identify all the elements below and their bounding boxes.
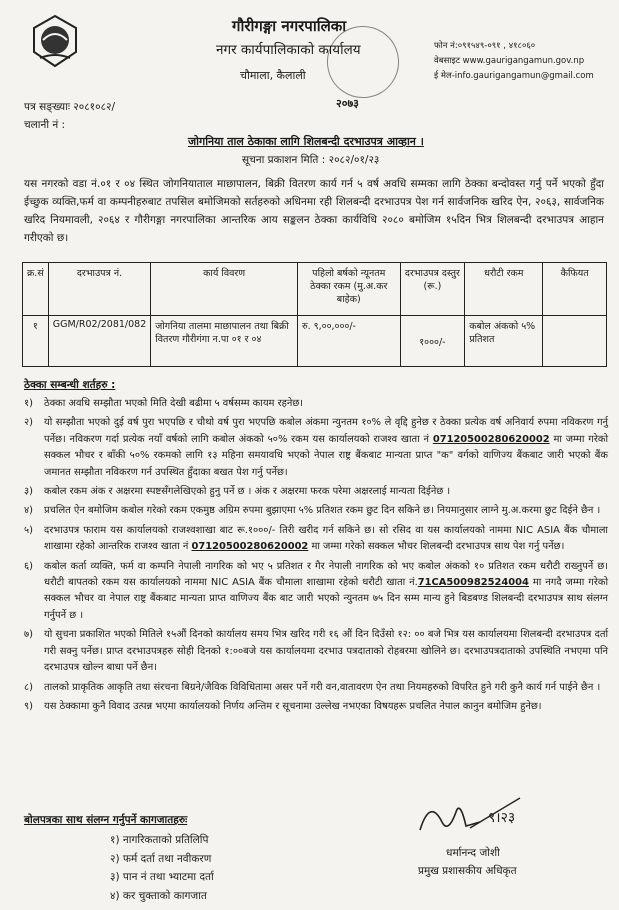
condition-number: १) <box>24 398 33 409</box>
condition-text <box>44 699 608 715</box>
intro-paragraph: यस नगरको वडा नं.०१ र ०४ स्थित जोगनियाताल माछापालन, बिक्री वितरण कार्य गर्न ५ वर्ष अवधि सम्मका लागि ठेक्का बन्दोवस्त गर्नु पर्ने भएको हुँदा ईच्छुक व्यक्ति,फर्म वा कम्पनीहरुबाट तपसिल बमोजिमको सर्तहरुको अधिनमा रही शिलबन्दी दरभाउपत्र पेश गर्न सार्वजनिक खरिद ऐन, २०६३, सार्वजनिक खरिद नियमावली, २०६४ र गौरीगङ्गा नगरपालिका आन्तरिक आय सङ्कलन ठेक्का कार्यविधि २०८० बमोजिम १५दिन भित्र शिलबन्दी दरभाउपत्र आहान गरीएको छ। <box>24 178 604 244</box>
condition-text-part: तालको प्राकृतिक आकृति तथा संरचना बिग्रने/जैविक विविधितामा असर पर्ने गरी वन,वातावरण ऐन तथा नियमहरुको विपरित हुने गरी कुनै कार्य गर्न पाईने छैन । <box>44 681 601 693</box>
cell-min-amount: रु. ९,००,०००/- <box>297 316 400 367</box>
col-header-min-amount: पहिलो बर्षको न्यूनतम ठेक्का रकम (मु.अ.कर बाहेक) <box>297 263 400 316</box>
condition-number: ८) <box>24 681 33 693</box>
signatory-name: धर्मानन्द जोशी <box>446 847 500 859</box>
notice-subject: जोगनिया ताल ठेकाका लागि शिलबन्दी दरभाउपत्र आव्हान । <box>188 135 424 148</box>
condition-text-part: यो सुचना प्रकाशित भएको मितिले १५औं दिनको कार्यालय समय भित्र खरिद गरी १६ औं दिन दिउँसो १२: ०० बजे भित्र यस कार्यालयमा शिलबन्दी दरभाउपत्र दर्ता गरी सक्नु पर्नेछ। प्राप्त दरभाउपत्रहरु सोही दिनको १:००बजे यस कार्यालयमा दरभाउ पत्रदाताको रोहबरमा खोलिने छ। दरभाउपत्रदाताको उपस्थिति नभएमा पनि दरभाउपत्र खोल्न बाधा पर्ने छैन। <box>44 629 608 674</box>
condition-text-part: प्रचलित ऐन बमोजिम कबोल गरेको रकम एकमुष्ठ अग्रिम रुपमा बुझाएमा ५% प्रतिशत रकम छुट दिन सकिने छ। नियमानुसार लाग्ने मु.अ.करमा छुट दिईने छैन । <box>44 505 601 517</box>
col-header-bid-no: दरभाउपत्र नं. <box>48 263 151 316</box>
condition-text-part: यो सम्झौता भएको दुई वर्ष पुरा भएपछि र चौथो वर्ष पुरा भएपछि कबोल अंकमा न्युनतम १०% ले वृद्दि हुनेछ र ठेक्का प्रत्येक वर्ष अनिवार्य रुपमा नविकरण गर्नु पर्नेछ। नविकरण गर्दा प्रत्येक नयाँ वर्षको लागि कबोल अंकको ५०% रकम यस कार्यालयको राजश्व खाता नं <box>44 417 608 445</box>
signatory-title: प्रमुख प्रशासकीय अधिकृत <box>418 865 517 877</box>
office-name: नगर कार्यपालिकाको कार्यालय <box>216 42 361 58</box>
condition-text <box>44 680 608 696</box>
condition-text-part: मा जम्मा गरेको सक्कल भौचर शिलबन्दी दरभाउपत्र साथ पेश गर्नु पर्नेछ। <box>311 541 565 553</box>
table-header-row <box>23 263 607 316</box>
condition-item <box>24 523 608 556</box>
stamp-year: २०७३ <box>336 97 359 110</box>
col-header-sn: क्र.सं <box>23 263 49 316</box>
condition-text <box>44 559 608 625</box>
cell-deposit: कबोल अंकको ५% प्रतिशत <box>465 316 543 367</box>
document-item: १) नागरिकताको प्रतिलिपि <box>110 834 209 846</box>
document-item: ४) कर चुक्ताको कागजात <box>110 889 207 902</box>
signature-icon <box>400 792 550 840</box>
condition-item <box>24 699 608 715</box>
bid-table <box>22 262 607 367</box>
condition-number: २) <box>24 417 33 429</box>
condition-text <box>44 523 608 556</box>
condition-text <box>44 415 608 481</box>
account-number: 71CA500982524004 <box>417 577 529 589</box>
condition-number: ४) <box>24 505 33 517</box>
condition-text-part: कबोल कर्ता व्यक्ति, फर्म वा कम्पनि नेपाली नागरिक को भए ५ प्रतिशत र गैर नेपाली नागरिक को भए कबोल अंकको १० प्रतिशत रकम धरौटी राख्नुपर्ने छ। धरौटी बापतको रकम यस कार्यालयको नाममा NIC ASIA बैंक चौमाला शाखामा रहेको धरौटी खाता नं. <box>44 560 608 589</box>
contact-website: वेबसाइट www.gaurigangamun.gov.np <box>434 56 585 66</box>
condition-text-part: मा नगदै जम्मा गरेको सक्कल भौचर वा नेपाल राष्ट्र बैंकबाट मान्यता प्राप्त वाणिज्य बैंक बाट जारी भएको न्युनतम ७५ दिन सम्म मान्य हुने बिडबण्ड शिलबन्दी दरभाउपत्र साथ संलग्न गर्नुपर्ने छ । <box>44 577 608 621</box>
col-header-description: कार्य विवरण <box>151 263 298 316</box>
condition-number: ५) <box>24 524 33 536</box>
condition-item <box>24 627 608 676</box>
cell-remarks <box>543 316 607 367</box>
condition-text-part: यस ठेक्कामा कुनै विवाद उत्पन्न भएमा कार्यालयको निर्णय अन्तिम र सूचनामा उल्लेख नभएका विषयहरू प्रचलित नेपाल कानुन बमोजिम हुनेछ। <box>44 700 542 712</box>
documents-list <box>110 831 214 905</box>
condition-item <box>24 415 608 481</box>
documents-title: बोलपत्रका साथ संलग्न गर्नुपर्ने कागजातहरुः <box>24 814 188 826</box>
signature-date: ९।२३ <box>488 810 516 826</box>
document-item: २) फर्म दर्ता तथा नवीकरण <box>110 852 212 865</box>
account-number: 07120500280620002 <box>432 433 550 445</box>
contact-email: ई मेल-info.gaurigangamun@gmail.com <box>434 71 594 81</box>
condition-text <box>44 484 608 500</box>
condition-item <box>24 484 608 500</box>
condition-text-part: मा जम्मा गरेको सक्कल भौचर र बाँकी ५०% रकमको लागि १३ महिना समयावधि भएको नेपाल राष्ट्र बैंकबाट मान्यता प्राप्त "क" वर्गको वाणिज्य बैंकबाट जारी भएको बैंक जमानत सम्झौता नविकरण गर्न उपस्थित हुँदाका बखत पेश गर्नु पर्नेछ। <box>44 433 609 478</box>
col-header-deposit: धरौटी रकम <box>465 263 543 316</box>
notice-date: सूचना प्रकाशन मिति : २०८२/०१/२३ <box>242 154 380 166</box>
condition-number: ६) <box>24 560 33 572</box>
condition-text <box>44 627 608 676</box>
condition-text-part: दरभाउपत्र फाराम यस कार्यालयको राजश्वशाखा बाट रू.१०००/- तिरी खरीद गर्न सकिने छ। सो रसिद वा यस कार्यालयको नाममा NIC ASIA बैंक चौमाला शाखामा रहेको आन्तरिक राजश्व खाता नं <box>44 524 608 553</box>
patra-sankhya: पत्र सङ्ख्याः २०८१०८२/ <box>24 101 116 113</box>
nepal-emblem-icon <box>30 14 80 68</box>
condition-text <box>44 396 608 412</box>
office-place: चौमाला, कैलाली <box>240 69 306 82</box>
municipality-name: गौरीगङ्गा नगरपालिका <box>232 17 347 35</box>
condition-item <box>24 503 608 519</box>
account-number: 07120500280620002 <box>191 541 309 553</box>
conditions-list <box>24 396 608 718</box>
table-row <box>23 316 607 367</box>
contact-phone: फोन नं:०९१५४९-०९१ , ४१८०६० <box>434 41 536 51</box>
col-header-remarks: कैफियत <box>543 263 607 316</box>
condition-item <box>24 680 608 696</box>
conditions-title: ठेक्का सम्बन्धी शर्तहरु : <box>24 379 116 391</box>
col-header-fee: दरभाउपत्र दस्तुर (रू.) <box>400 263 465 316</box>
condition-text-part: कबोल रकम अंक र अक्षरमा स्पष्टसँगलेखिएको हुनु पर्ने छ । अंक र अक्षरमा फरक परेमा अक्षरलाई मान्यता दिईनेछ । <box>44 486 451 498</box>
cell-bid-no: GGM/R02/2081/082 <box>48 316 151 367</box>
condition-text-part: ठेक्का अवधि सम्झौता भएको मिति देखी बढीमा ५ वर्षसम्म कायम रहनेछ। <box>44 398 304 409</box>
chalani-number: चलानी नं : <box>24 119 66 131</box>
condition-item <box>24 559 608 625</box>
document-item: ३) पान नं तथा भ्याटमा दर्ता <box>110 871 214 883</box>
cell-sn: १ <box>23 316 49 367</box>
cell-fee: १०००/- <box>400 316 465 367</box>
cell-description: जोगनिया तालमा माछापालन तथा बिक्री वितरण गौरीगंगा न.पा ०१ र ०४ <box>151 316 298 367</box>
condition-item <box>24 396 608 412</box>
condition-number: ७) <box>24 629 33 641</box>
condition-text <box>44 503 608 519</box>
condition-number: ३) <box>24 486 33 498</box>
condition-number: ९) <box>24 700 33 712</box>
